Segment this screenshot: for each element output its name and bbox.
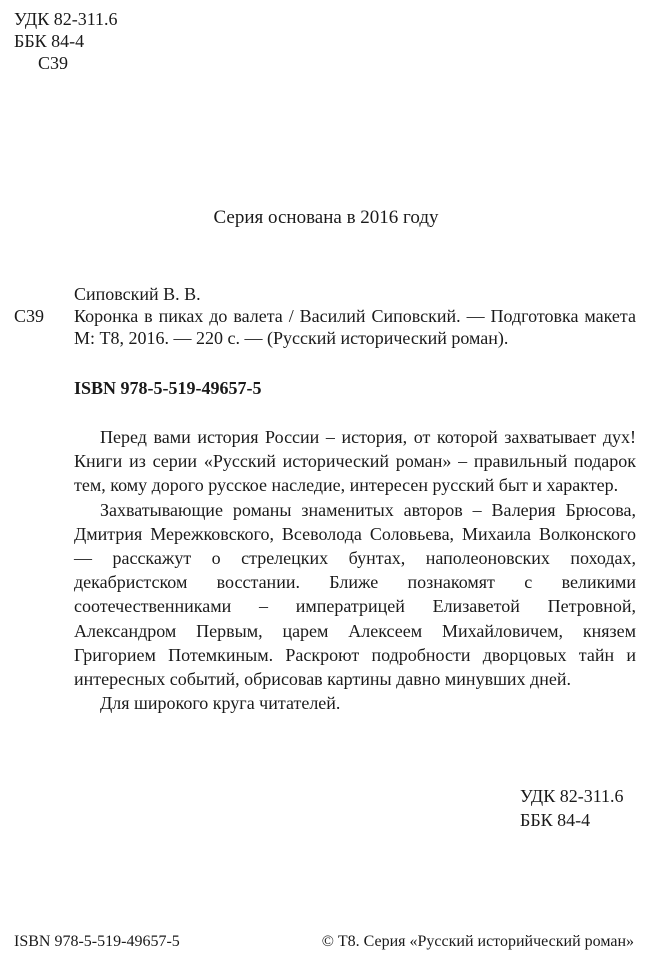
top-classification-codes: [14, 8, 118, 74]
bottom-classification-codes: [520, 784, 624, 832]
abstract: [74, 425, 636, 715]
author-mark: С39: [38, 53, 69, 73]
card-author-mark: С39: [14, 306, 45, 326]
abstract-paragraph: Захватывающие романы знаменитых авторов – Валерия Брюсова, Дмитрия Мережковского, Всеволода Соловьева, Михаила Волконского — расскажут о стрелецких бунтах, наполеоновских походах, декабристском восстании. Ближе познакомят с великими соотечественниками – императрицей Елизаветой Петровной, Александром Первым, царем Алексеем Михайловичем, князем Григорием Потемкиным. Раскроют подробности дворцовых тайн и интересных событий, обрисовав картины давно минувших дней.: [74, 499, 636, 690]
bbk-code: ББК 84-4: [520, 810, 591, 830]
bbk-code: ББК 84-4: [14, 31, 85, 51]
udk-code: УДК 82-311.6: [520, 786, 624, 806]
author-heading: Сиповский В. В.: [74, 284, 201, 304]
udk-code: УДК 82-311.6: [14, 9, 118, 29]
series-note: Серия основана в 2016 году: [213, 207, 439, 228]
abstract-paragraph: Для широкого круга читателей.: [100, 693, 341, 714]
isbn: ISBN 978-5-519-49657-5: [74, 378, 262, 398]
footer-copyright: © Т8. Серия «Русский историйческий роман»: [321, 933, 634, 950]
bibliographic-description: Коронка в пиках до валета / Василий Сиповский. — Подготовка макета М: Т8, 2016. — 220 с. — (Русский исторический роман).: [74, 306, 636, 348]
footer-isbn: ISBN 978-5-519-49657-5: [14, 933, 180, 950]
abstract-paragraph: Перед вами история России – история, от которой захватывает дух! Книги из серии «Русский исторический роман» – правильный подарок тем, кому дорого русское наследие, интересен русский быт и характер.: [74, 427, 636, 496]
